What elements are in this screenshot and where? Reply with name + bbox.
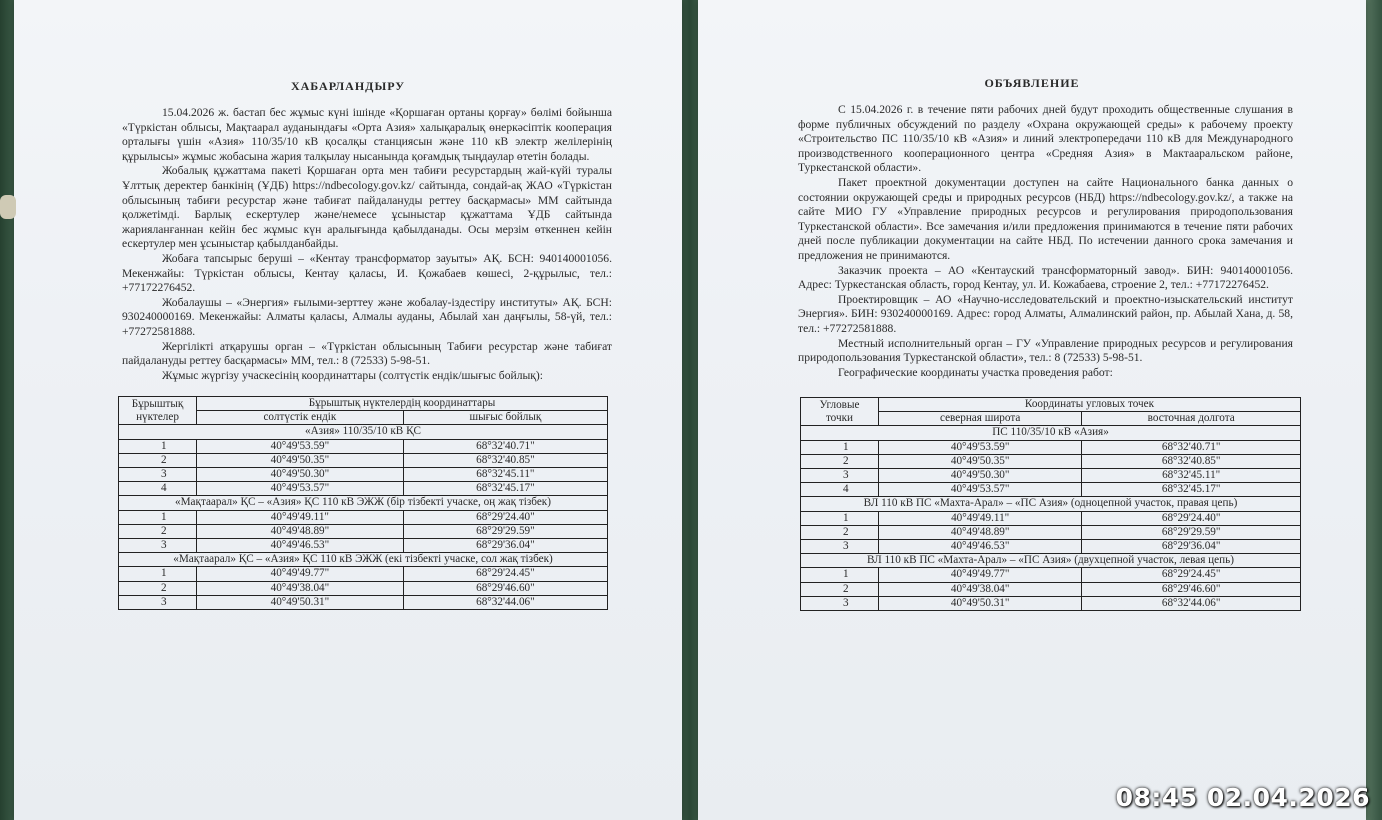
notice-paragraph: Заказчик проекта – АО «Кентауский трансформаторный завод». БИН: 940140001056. Адрес: Туркестанская область, город Кентау, ул. И. Кожабаева, строение 2, тел.: +77172276452. <box>798 263 1293 292</box>
wall-background-middle <box>680 0 700 820</box>
section-title: «Азия» 110/35/10 кВ ҚС <box>119 425 608 439</box>
latitude-cell: 40°49'49.77" <box>879 568 1082 582</box>
table-section-row <box>801 497 1301 511</box>
longitude-cell: 68°29'36.04" <box>403 539 607 553</box>
photo-timestamp: 08:45 02.04.2026 <box>1115 783 1370 812</box>
header-corner-points: Угловые точки <box>801 398 879 426</box>
header-longitude: восточная долгота <box>1082 412 1301 426</box>
latitude-cell: 40°49'38.04" <box>197 581 404 595</box>
point-number: 1 <box>801 511 879 525</box>
table-row <box>801 483 1301 497</box>
latitude-cell: 40°49'49.11" <box>197 510 404 524</box>
latitude-cell: 40°49'48.89" <box>197 524 404 538</box>
notice-paragraph: Местный исполнительный орган – ГУ «Управление природных ресурсов и регулирования природопользования Туркестанской области», тел.: 8 (72533) 5-98-51. <box>798 336 1293 365</box>
longitude-cell: 68°32'40.71" <box>1082 440 1301 454</box>
point-number: 1 <box>801 440 879 454</box>
latitude-cell: 40°49'49.11" <box>879 511 1082 525</box>
notice-title: ХАБАРЛАНДЫРУ <box>290 79 406 93</box>
notice-paragraph: С 15.04.2026 г. в течение пяти рабочих дней будут проходить общественные слушания в форме публичных обсуждений по разделу «Охрана окружающей среды» к рабочему проекту «Строительство ПС 110/35/10 кВ «Азия» и линий электропередачи 110 кВ для Международного производственного кооперационного центра «Средняя Азия» в Мактааральском районе, Туркестанской области». <box>798 103 1293 175</box>
point-number: 2 <box>119 524 197 538</box>
table-row <box>801 454 1301 468</box>
header-corner-points: Бұрыштық нүктелер <box>119 397 197 425</box>
table-header-row <box>801 398 1301 412</box>
point-number: 1 <box>119 567 197 581</box>
notice-body <box>798 103 1293 380</box>
latitude-cell: 40°49'50.30" <box>879 469 1082 483</box>
table-row <box>119 524 608 538</box>
longitude-cell: 68°32'44.06" <box>1082 596 1301 610</box>
section-title: ВЛ 110 кВ ПС «Махта-Арал» – «ПС Азия» (одноцепной участок, правая цепь) <box>801 497 1301 511</box>
table-section-row <box>801 554 1301 568</box>
longitude-cell: 68°29'24.40" <box>403 510 607 524</box>
table-row <box>119 439 608 453</box>
table-row <box>119 510 608 524</box>
point-number: 2 <box>801 582 879 596</box>
coordinates-table <box>118 396 608 610</box>
notice-sheet-kazakh <box>14 0 682 820</box>
table-row <box>801 568 1301 582</box>
longitude-cell: 68°32'40.85" <box>1082 454 1301 468</box>
table-row <box>119 482 608 496</box>
table-section-row <box>801 426 1301 440</box>
notice-paragraph: Жұмыс жүргізу учаскесінің координаттары (солтүстік ендік/шығыс бойлық): <box>162 368 543 382</box>
header-coordinates: Координаты угловых точек <box>879 398 1301 412</box>
table-row <box>801 469 1301 483</box>
table-row <box>119 539 608 553</box>
latitude-cell: 40°49'46.53" <box>197 539 404 553</box>
notice-paragraph: Жергілікті атқарушы орган – «Түркістан облысының Табиғи ресурстар және табиғат пайдалануды реттеу басқармасы» ММ, тел.: 8 (72533) 5-98-51. <box>122 339 612 368</box>
longitude-cell: 68°29'24.45" <box>403 567 607 581</box>
point-number: 2 <box>119 453 197 467</box>
section-title: ПС 110/35/10 кВ «Азия» <box>801 426 1301 440</box>
point-number: 3 <box>801 540 879 554</box>
notice-paragraph: 15.04.2026 ж. бастап бес жұмыс күні ішінде «Қоршаған ортаны қорғау» бөлімі бойынша «Түркістан облысы, Мақтаарал ауданындағы «Орта Азия» халықаралық өнеркәсіптік кооперация орталығы үшін «Азия» 110/35/10 кВ қосалқы станциясын және 110 кВ электр желілерінің құрылысы» жұмыс жобасына жария талқылау нысанында қоғамдық тыңдаулар өтетін болады. <box>122 106 612 163</box>
latitude-cell: 40°49'46.53" <box>879 540 1082 554</box>
table-section-row <box>119 553 608 567</box>
table-row <box>801 525 1301 539</box>
table-row <box>801 440 1301 454</box>
header-coordinates: Бұрыштық нүктелердің координаттары <box>197 397 608 411</box>
point-number: 4 <box>801 483 879 497</box>
longitude-cell: 68°29'29.59" <box>1082 525 1301 539</box>
point-number: 2 <box>801 525 879 539</box>
table-row <box>119 581 608 595</box>
coordinates-table <box>800 397 1301 611</box>
longitude-cell: 68°29'24.40" <box>1082 511 1301 525</box>
tape-scrap <box>0 195 16 219</box>
table-row <box>801 596 1301 610</box>
table-row <box>801 511 1301 525</box>
point-number: 2 <box>801 454 879 468</box>
notice-paragraph: Проектировщик – АО «Научно-исследовательский и проектно-изыскательский институт Энергия». БИН: 930240000169. Адрес: город Алматы, Алмалинский район, пр. Абылай Хана, д. 58, тел.: +77272581888. <box>798 292 1293 335</box>
latitude-cell: 40°49'53.57" <box>879 483 1082 497</box>
longitude-cell: 68°32'44.06" <box>403 595 607 609</box>
table-row <box>801 582 1301 596</box>
point-number: 3 <box>119 539 197 553</box>
notice-sheet-russian <box>698 0 1366 820</box>
notice-paragraph: Жобаға тапсырыс беруші – «Кентау трансформатор зауыты» АҚ. БСН: 940140001056. Мекенжайы: Түркістан облысы, Кентау қаласы, И. Қожабаев көшесі, 2-құрылыс, тел.: +77172276452. <box>122 251 612 295</box>
latitude-cell: 40°49'50.30" <box>197 468 404 482</box>
longitude-cell: 68°32'45.17" <box>403 482 607 496</box>
notice-paragraph: Географические координаты участка проведения работ: <box>838 365 1113 379</box>
point-number: 2 <box>119 581 197 595</box>
longitude-cell: 68°29'24.45" <box>1082 568 1301 582</box>
longitude-cell: 68°29'46.60" <box>403 581 607 595</box>
point-number: 3 <box>119 595 197 609</box>
longitude-cell: 68°29'29.59" <box>403 524 607 538</box>
table-row <box>119 567 608 581</box>
header-latitude: солтүстік ендік <box>197 411 404 425</box>
longitude-cell: 68°32'40.71" <box>403 439 607 453</box>
notice-paragraph: Жобалаушы – «Энергия» ғылыми-зерттеу және жобалау-іздестіру институты» АҚ. БСН: 930240000169. Мекенжайы: Алматы қаласы, Алмалы ауданы, Абылай хан даңғылы, 58-үй, тел.: +77272581888. <box>122 295 612 338</box>
section-title: «Мақтаарал» ҚС – «Азия» ҚС 110 кВ ЭЖЖ (бір тізбекті учаске, оң жақ тізбек) <box>119 496 608 510</box>
longitude-cell: 68°32'45.11" <box>1082 469 1301 483</box>
latitude-cell: 40°49'50.31" <box>879 596 1082 610</box>
table-row <box>119 468 608 482</box>
notice-title: ОБЪЯВЛЕНИЕ <box>984 76 1080 90</box>
point-number: 3 <box>801 596 879 610</box>
longitude-cell: 68°32'45.11" <box>403 468 607 482</box>
latitude-cell: 40°49'50.31" <box>197 595 404 609</box>
notice-body <box>122 106 612 383</box>
notice-paragraph: Жобалық құжаттама пакеті Қоршаған орта мен табиғи ресурстардың жай-күйі туралы Ұлттық деректер банкінің (ҰДБ) https://ndbecology.gov.kz/ сайтында, сондай-ақ ЖАО «Түркістан облысының табиғи ресурстар және табиғат пайдалануды реттеу басқармасы» ММ сайтында қолжетімді. Барлық ескертулер және/немесе ұсыныстар құжаттама ҰДБ сайтында жарияланғаннан кейін бес жұмыс күн аралығында қабылданады. Осы мерзім өткеннен кейін ескертулер мен ұсыныстар қабылданбайды. <box>122 164 612 251</box>
latitude-cell: 40°49'53.59" <box>197 439 404 453</box>
table-row <box>119 453 608 467</box>
section-title: «Мақтаарал» ҚС – «Азия» ҚС 110 кВ ЭЖЖ (екі тізбекті учаске, сол жақ тізбек) <box>119 553 608 567</box>
latitude-cell: 40°49'50.35" <box>197 453 404 467</box>
point-number: 3 <box>801 469 879 483</box>
point-number: 1 <box>119 439 197 453</box>
latitude-cell: 40°49'53.59" <box>879 440 1082 454</box>
table-section-row <box>119 496 608 510</box>
longitude-cell: 68°32'40.85" <box>403 453 607 467</box>
point-number: 4 <box>119 482 197 496</box>
point-number: 1 <box>119 510 197 524</box>
table-row <box>119 595 608 609</box>
longitude-cell: 68°29'36.04" <box>1082 540 1301 554</box>
latitude-cell: 40°49'48.89" <box>879 525 1082 539</box>
header-latitude: северная широта <box>879 412 1082 426</box>
latitude-cell: 40°49'50.35" <box>879 454 1082 468</box>
section-title: ВЛ 110 кВ ПС «Махта-Арал» – «ПС Азия» (двухцепной участок, левая цепь) <box>801 554 1301 568</box>
table-row <box>801 540 1301 554</box>
table-header-row <box>119 397 608 411</box>
latitude-cell: 40°49'53.57" <box>197 482 404 496</box>
notice-paragraph: Пакет проектной документации доступен на сайте Национального банка данных о состоянии окружающей среды и природных ресурсов (НБД) https://ndbecology.gov.kz/, а также на сайте МИО ГУ «Управление природных ресурсов и регулирования природопользования Туркестанской области». Все замечания и/или предложения принимаются в течение пяти рабочих дней после публикации документации на сайте НБД. По истечении данного срока замечания и предложения не принимаются. <box>798 175 1293 262</box>
table-section-row <box>119 425 608 439</box>
latitude-cell: 40°49'38.04" <box>879 582 1082 596</box>
latitude-cell: 40°49'49.77" <box>197 567 404 581</box>
point-number: 3 <box>119 468 197 482</box>
longitude-cell: 68°29'46.60" <box>1082 582 1301 596</box>
wall-background-right <box>1364 0 1382 820</box>
longitude-cell: 68°32'45.17" <box>1082 483 1301 497</box>
header-longitude: шығыс бойлық <box>403 411 607 425</box>
point-number: 1 <box>801 568 879 582</box>
